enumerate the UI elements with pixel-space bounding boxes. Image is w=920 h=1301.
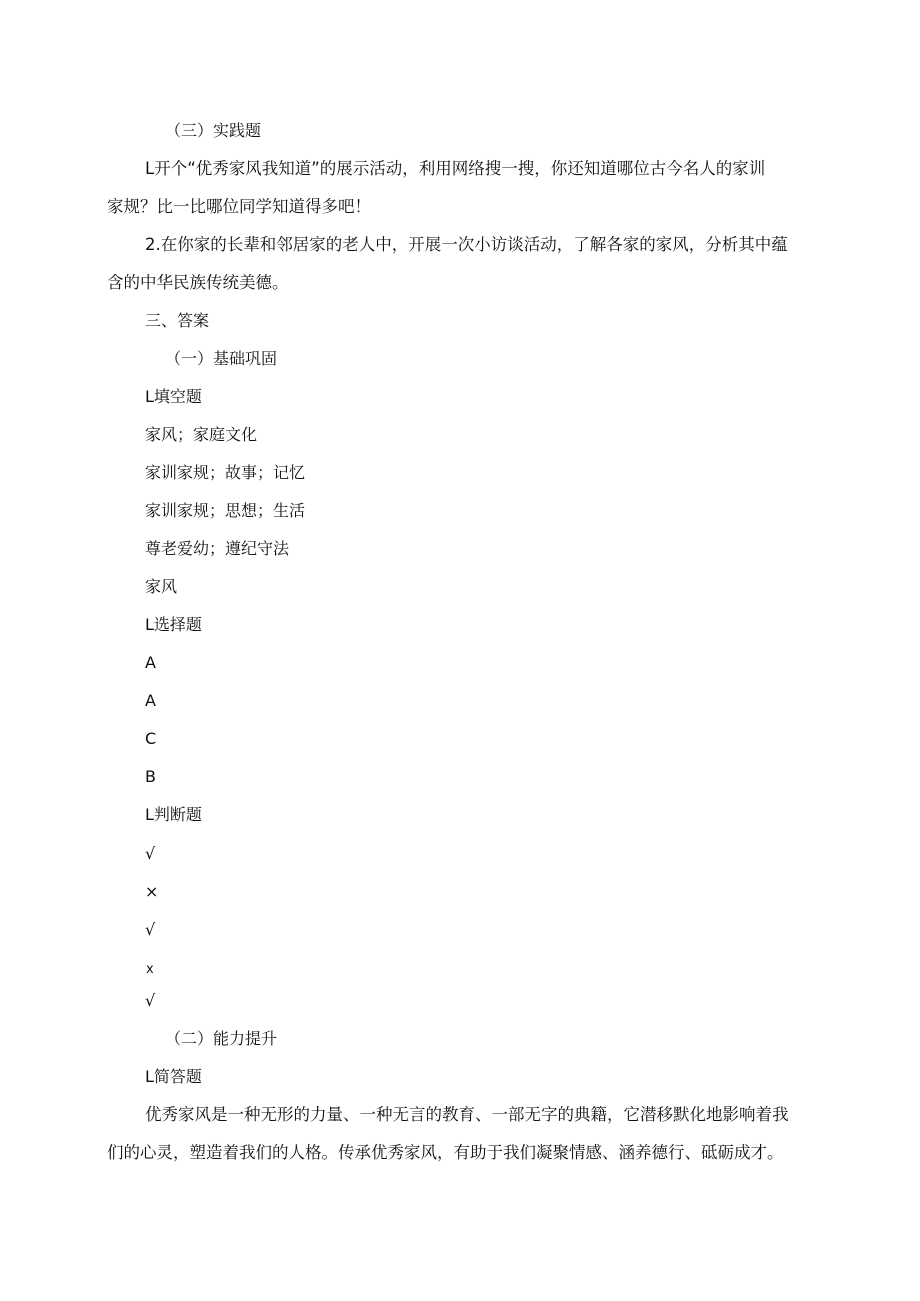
short-answer-heading: L简答题 — [145, 1067, 202, 1086]
short-answer-line-2: 们的心灵，塑造着我们的人格。传承优秀家风，有助于我们凝聚情感、涵养德行、砥砺成才。 — [107, 1143, 784, 1162]
fill-answer-3: 家训家规；思想；生活 — [145, 501, 306, 520]
choice-answer-2: A — [145, 691, 156, 710]
judge-answer-3: √ — [145, 920, 156, 939]
fill-answer-1: 家风；家庭文化 — [145, 425, 258, 444]
practice-question-2-line-1: 2.在你家的长辈和邻居家的老人中，开展一次小访谈活动，了解各家的家风，分析其中蕴 — [145, 235, 788, 254]
judge-answer-2: × — [145, 882, 159, 901]
practice-question-2-line-2: 含的中华民族传统美德。 — [107, 273, 289, 292]
basic-heading: （一）基础巩固 — [165, 349, 278, 368]
judge-heading: L判断题 — [145, 805, 202, 824]
fill-blank-heading: L填空题 — [145, 387, 202, 406]
choice-answer-1: A — [145, 653, 156, 672]
fill-answer-5: 家风 — [145, 577, 178, 596]
practice-question-1-line-2: 家规？比一比哪位同学知道得多吧！ — [107, 197, 371, 216]
choice-answer-4: B — [145, 767, 156, 786]
fill-answer-2: 家训家规；故事；记忆 — [145, 463, 306, 482]
practice-heading: （三）实践题 — [165, 121, 262, 140]
judge-answer-5: √ — [145, 991, 156, 1010]
short-answer-line-1: 优秀家风是一种无形的力量、一种无言的教育、一部无字的典籍，它潜移默化地影响着我 — [145, 1105, 789, 1124]
judge-answer-1: √ — [145, 844, 156, 863]
fill-answer-4: 尊老爱幼；遵纪守法 — [145, 539, 290, 558]
ability-heading: （二）能力提升 — [165, 1029, 278, 1048]
practice-question-1-line-1: L开个“优秀家风我知道”的展示活动，利用网络搜一搜，你还知道哪位古今名人的家训 — [145, 159, 766, 178]
choice-heading: L选择题 — [145, 615, 202, 634]
answers-heading: 三、答案 — [145, 311, 210, 330]
choice-answer-3: C — [145, 729, 157, 748]
judge-answer-4: x — [146, 962, 154, 977]
